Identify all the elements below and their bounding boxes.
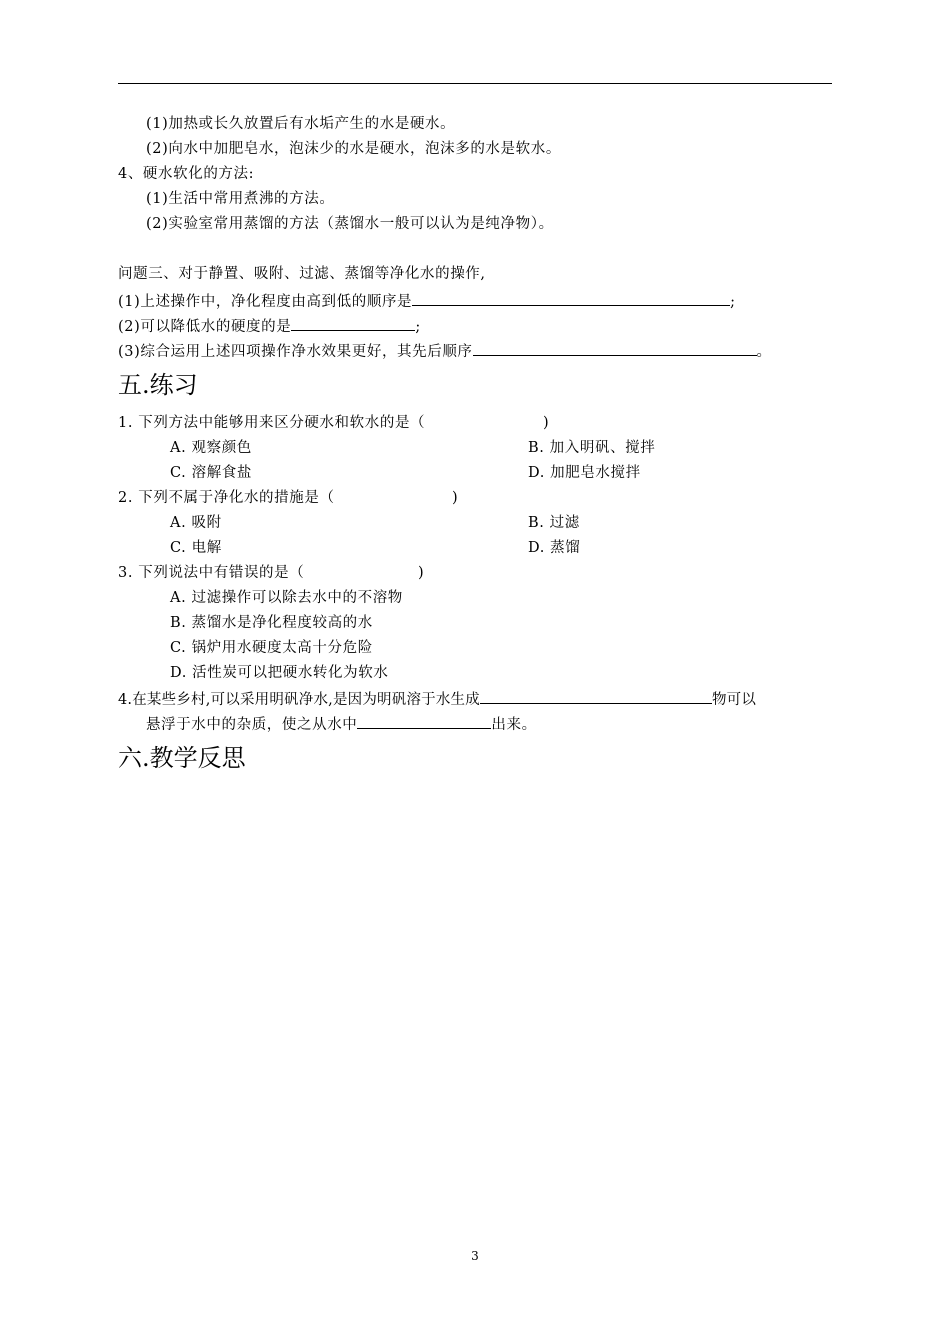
softening-heading: 4、硬水软化的方法: — [118, 166, 255, 182]
softening-method-1: (1)生活中常用煮沸的方法。 — [146, 191, 335, 207]
section-heading-reflection: 六.教学反思 — [118, 744, 246, 772]
exercise-3-stem: 3. 下列说法中有错误的是（ — [118, 565, 305, 581]
exercise-3-option-b: B. 蒸馏水是净化程度较高的水 — [170, 615, 373, 631]
question-three-item-2-end: ; — [415, 319, 421, 335]
question-three-intro: 问题三、对于静置、吸附、过滤、蒸馏等净化水的操作, — [118, 266, 486, 282]
question-three-item-2 — [118, 315, 421, 337]
exercise-2-option-b: B. 过滤 — [528, 515, 580, 531]
answer-blank[interactable] — [357, 713, 491, 729]
question-three-item-1-text: (1)上述操作中，净化程度由高到低的顺序是 — [118, 294, 413, 310]
exercise-1-option-a: A. 观察颜色 — [170, 440, 252, 456]
exercise-3-close: ) — [418, 565, 425, 581]
exercise-2-option-a: A. 吸附 — [170, 515, 222, 531]
question-three-item-1-end: ; — [730, 294, 736, 310]
exercise-4-line-1 — [118, 688, 756, 710]
softening-method-2: (2)实验室常用蒸馏的方法（蒸馏水一般可以认为是纯净物）。 — [146, 216, 554, 232]
exercise-2-close: ) — [452, 490, 459, 506]
exercise-1-close: ) — [543, 415, 550, 431]
exercise-2-option-c: C. 电解 — [170, 540, 222, 556]
exercise-4-line-1-text: 4.在某些乡村,可以采用明矾净水,是因为明矾溶于水生成 — [118, 692, 480, 708]
answer-blank[interactable] — [291, 315, 415, 331]
exercise-3-option-d: D. 活性炭可以把硬水转化为软水 — [170, 665, 389, 681]
answer-blank[interactable] — [412, 290, 730, 306]
exercise-1-option-c: C. 溶解食盐 — [170, 465, 252, 481]
answer-blank[interactable] — [473, 340, 757, 356]
hard-water-test-1: (1)加热或长久放置后有水垢产生的水是硬水。 — [146, 116, 456, 132]
question-three-item-3-text: (3)综合运用上述四项操作净水效果更好，其先后顺序 — [118, 344, 473, 360]
header-rule — [118, 83, 832, 84]
exercise-2-option-d: D. 蒸馏 — [528, 540, 581, 556]
exercise-4-line-2-text: 悬浮于水中的杂质，使之从水中 — [146, 717, 358, 733]
exercise-1-option-d: D. 加肥皂水搅拌 — [528, 465, 641, 481]
exercise-3-option-c: C. 锅炉用水硬度太高十分危险 — [170, 640, 373, 656]
page-number: 3 — [471, 1249, 479, 1263]
question-three-item-2-text: (2)可以降低水的硬度的是 — [118, 319, 292, 335]
section-heading-practice: 五.练习 — [118, 371, 198, 399]
exercise-1-option-b: B. 加入明矾、搅拌 — [528, 440, 656, 456]
question-three-item-1 — [118, 290, 736, 312]
question-three-item-3 — [118, 340, 772, 362]
answer-blank[interactable] — [480, 688, 712, 704]
question-three-item-3-end: 。 — [756, 344, 772, 360]
exercise-4-line-1-end: 物可以 — [711, 692, 757, 708]
exercise-1-stem: 1. 下列方法中能够用来区分硬水和软水的是（ — [118, 415, 426, 431]
exercise-4-line-2-end: 出来。 — [491, 717, 537, 733]
hard-water-test-2: (2)向水中加肥皂水，泡沫少的水是硬水，泡沫多的水是软水。 — [146, 141, 561, 157]
exercise-2-stem: 2. 下列不属于净化水的措施是（ — [118, 490, 335, 506]
exercise-3-option-a: A. 过滤操作可以除去水中的不溶物 — [170, 590, 403, 606]
exercise-4-line-2 — [146, 713, 537, 735]
